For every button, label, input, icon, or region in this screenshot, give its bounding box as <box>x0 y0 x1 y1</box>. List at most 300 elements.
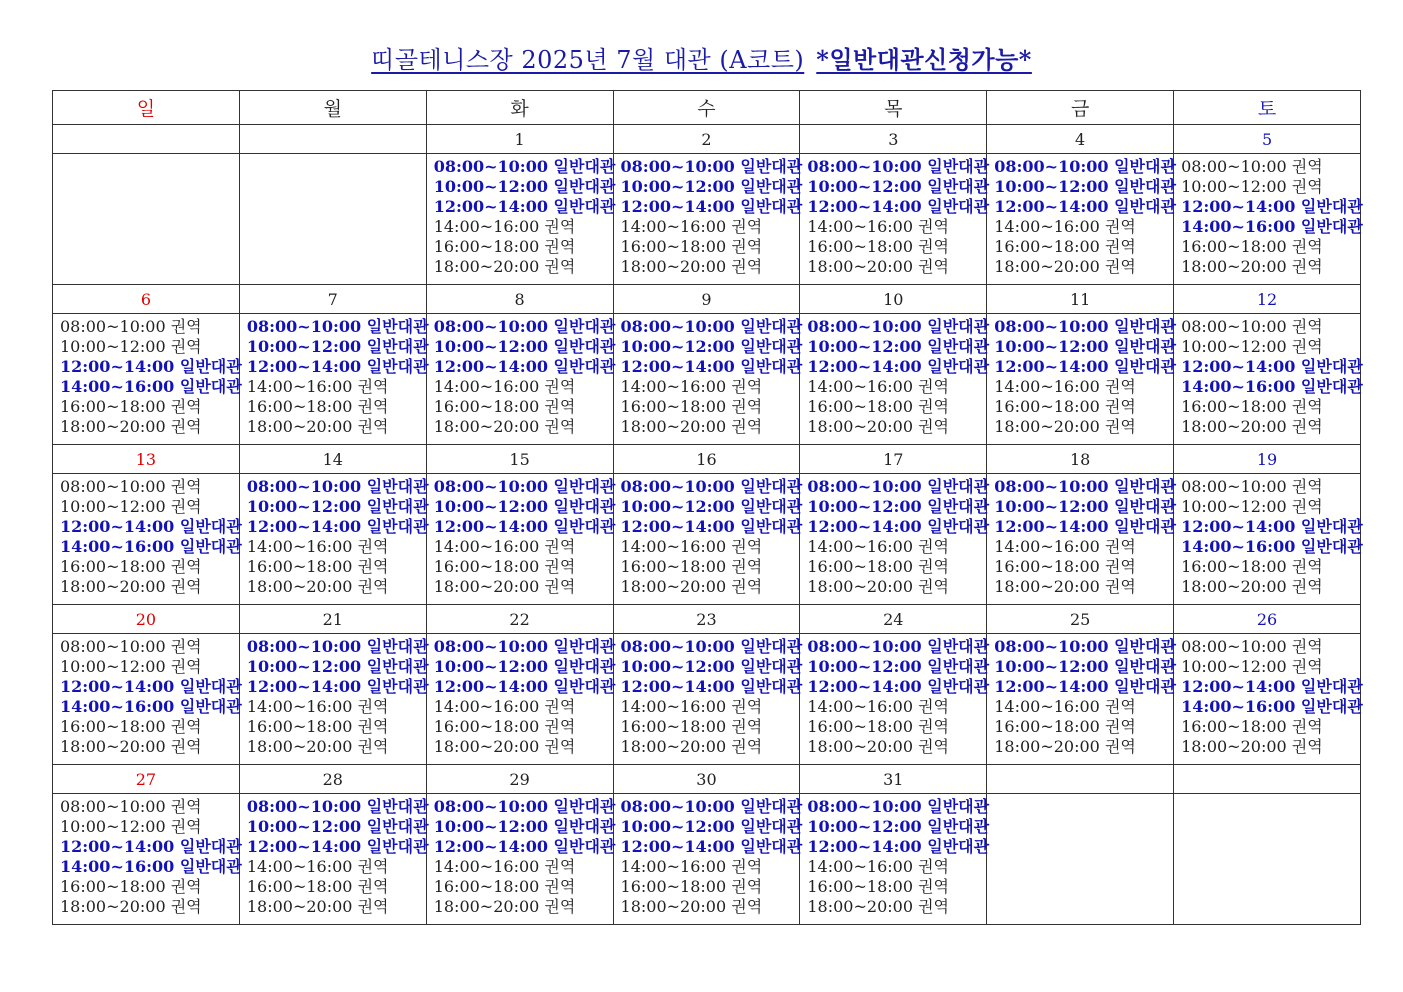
date-row <box>53 445 1361 474</box>
slot-time: 16:00~18:00 <box>620 237 727 256</box>
slot-time: 16:00~18:00 <box>433 557 540 576</box>
slot-status: 권역 <box>731 417 763 436</box>
slot-status: 일반대관 <box>740 157 803 176</box>
open-slot <box>1181 377 1363 397</box>
slot-status: 권역 <box>170 737 202 756</box>
closed-slot <box>807 377 986 397</box>
slot-status: 권역 <box>1291 477 1323 496</box>
slot-time: 16:00~18:00 <box>246 717 353 736</box>
open-slot <box>246 657 429 677</box>
slot-status: 일반대관 <box>553 637 616 656</box>
slot-status: 권역 <box>170 337 202 356</box>
slot-time: 10:00~12:00 <box>60 497 166 516</box>
closed-slot <box>60 397 239 417</box>
closed-slot <box>60 877 239 897</box>
weekday-friday: 금 <box>987 91 1174 125</box>
slot-status: 권역 <box>544 717 576 736</box>
slot-status: 권역 <box>170 577 202 596</box>
slot-time: 10:00~12:00 <box>433 337 548 356</box>
slot-status: 권역 <box>1104 557 1136 576</box>
slot-status: 일반대관 <box>927 357 990 376</box>
slot-status: 권역 <box>170 497 202 516</box>
closed-slot <box>60 637 239 657</box>
slot-cell <box>53 794 240 925</box>
slot-time: 10:00~12:00 <box>60 817 166 836</box>
open-slot <box>246 477 429 497</box>
slot-status: 권역 <box>544 697 576 716</box>
closed-slot <box>621 577 800 597</box>
slot-time: 18:00~20:00 <box>994 257 1100 276</box>
open-slot <box>246 817 429 837</box>
date-row <box>53 125 1361 154</box>
slot-time: 18:00~20:00 <box>60 417 166 436</box>
slot-time: 18:00~20:00 <box>433 897 540 916</box>
slot-cell <box>800 634 990 765</box>
open-slot <box>994 317 1176 337</box>
slot-status: 일반대관 <box>740 797 803 816</box>
slot-time: 14:00~16:00 <box>807 857 913 876</box>
slot-status: 권역 <box>918 217 950 236</box>
slot-status: 권역 <box>170 657 202 676</box>
closed-slot <box>1181 337 1360 357</box>
closed-slot <box>621 697 800 717</box>
slot-time: 16:00~18:00 <box>433 237 540 256</box>
slot-status: 권역 <box>731 897 763 916</box>
slot-time: 08:00~10:00 <box>433 157 548 176</box>
slot-time: 14:00~16:00 <box>620 377 727 396</box>
slot-time: 14:00~16:00 <box>807 537 913 556</box>
slot-time: 12:00~14:00 <box>1181 677 1296 696</box>
slot-time: 10:00~12:00 <box>246 337 362 356</box>
closed-slot <box>1181 637 1360 657</box>
open-slot <box>620 657 803 677</box>
closed-slot <box>807 257 986 277</box>
slot-status: 일반대관 <box>1114 517 1176 536</box>
slot-time: 16:00~18:00 <box>994 397 1100 416</box>
slot-time: 10:00~12:00 <box>433 817 548 836</box>
slot-time: 12:00~14:00 <box>994 357 1109 376</box>
slot-time: 18:00~20:00 <box>246 737 353 756</box>
slot-time: 16:00~18:00 <box>246 877 353 896</box>
closed-slot <box>621 417 800 437</box>
slot-status: 권역 <box>544 877 576 896</box>
slot-status: 권역 <box>170 877 202 896</box>
slot-status: 일반대관 <box>179 517 242 536</box>
closed-slot <box>994 377 1173 397</box>
slot-status: 권역 <box>1291 177 1323 196</box>
slot-time: 12:00~14:00 <box>620 517 735 536</box>
slot-cell <box>987 154 1174 285</box>
closed-slot <box>247 377 426 397</box>
slot-status: 일반대관 <box>1114 157 1176 176</box>
weekday-tuesday: 화 <box>426 91 613 125</box>
slot-time: 10:00~12:00 <box>433 497 548 516</box>
closed-slot <box>60 477 239 497</box>
slot-status: 일반대관 <box>1300 697 1363 716</box>
open-slot <box>246 497 429 517</box>
slot-time: 08:00~10:00 <box>433 477 548 496</box>
slot-status: 일반대관 <box>366 637 429 656</box>
slot-time: 18:00~20:00 <box>620 577 727 596</box>
slot-time: 18:00~20:00 <box>994 737 1100 756</box>
slot-time: 08:00~10:00 <box>1181 317 1287 336</box>
slot-status: 일반대관 <box>366 517 429 536</box>
slot-time: 08:00~10:00 <box>246 317 362 336</box>
closed-slot <box>807 897 986 917</box>
slot-cell <box>800 794 990 925</box>
open-slot <box>60 857 242 877</box>
slot-status: 일반대관 <box>740 517 803 536</box>
slot-status: 권역 <box>357 377 389 396</box>
slot-time: 18:00~20:00 <box>1181 257 1287 276</box>
slot-status: 일반대관 <box>740 477 803 496</box>
slot-status: 일반대관 <box>1300 217 1363 236</box>
closed-slot <box>807 877 986 897</box>
slot-status: 권역 <box>1104 717 1136 736</box>
slot-time: 12:00~14:00 <box>807 197 922 216</box>
closed-slot <box>434 237 613 257</box>
slot-time: 08:00~10:00 <box>994 637 1109 656</box>
slot-time: 10:00~12:00 <box>807 497 922 516</box>
slot-time: 08:00~10:00 <box>807 157 922 176</box>
slot-time: 14:00~16:00 <box>807 697 913 716</box>
slot-status: 일반대관 <box>553 337 616 356</box>
slot-status: 권역 <box>1104 237 1136 256</box>
slot-status: 권역 <box>544 857 576 876</box>
slot-time: 14:00~16:00 <box>433 857 540 876</box>
open-slot <box>807 177 990 197</box>
slot-status: 권역 <box>731 737 763 756</box>
closed-slot <box>247 537 426 557</box>
slot-status: 권역 <box>731 377 763 396</box>
date-cell <box>53 125 240 154</box>
slot-time: 14:00~16:00 <box>620 217 727 236</box>
closed-slot <box>434 537 613 557</box>
slot-time: 10:00~12:00 <box>807 177 922 196</box>
slot-status: 일반대관 <box>366 817 429 836</box>
slot-status: 권역 <box>918 397 950 416</box>
slot-time: 10:00~12:00 <box>807 657 922 676</box>
slot-status: 권역 <box>544 537 576 556</box>
slot-cell <box>987 794 1174 925</box>
slot-status: 권역 <box>1291 717 1323 736</box>
slot-status: 일반대관 <box>1114 657 1176 676</box>
open-slot <box>807 317 990 337</box>
open-slot <box>807 357 990 377</box>
open-slot <box>1181 217 1363 237</box>
slot-time: 16:00~18:00 <box>620 877 727 896</box>
slot-row <box>53 474 1361 605</box>
slot-cell <box>239 794 429 925</box>
slot-status: 권역 <box>1291 317 1323 336</box>
open-slot <box>807 337 990 357</box>
open-slot <box>807 817 990 837</box>
slot-status: 일반대관 <box>553 317 616 336</box>
closed-slot <box>807 537 986 557</box>
closed-slot <box>1181 417 1360 437</box>
slot-time: 14:00~16:00 <box>60 537 175 556</box>
slot-cell <box>987 314 1174 445</box>
closed-slot <box>621 557 800 577</box>
closed-slot <box>60 557 239 577</box>
slot-cell <box>426 634 616 765</box>
slot-status: 권역 <box>918 237 950 256</box>
open-slot <box>60 357 242 377</box>
date-cell: 1 <box>426 125 613 154</box>
closed-slot <box>60 417 239 437</box>
closed-slot <box>247 557 426 577</box>
closed-slot <box>247 417 426 437</box>
slot-time: 18:00~20:00 <box>620 257 727 276</box>
open-slot <box>433 357 616 377</box>
open-slot <box>994 517 1176 537</box>
date-cell: 5 <box>1174 125 1361 154</box>
slot-time: 12:00~14:00 <box>620 677 735 696</box>
slot-status: 권역 <box>918 857 950 876</box>
closed-slot <box>60 897 239 917</box>
slot-time: 16:00~18:00 <box>807 237 913 256</box>
closed-slot <box>1181 177 1360 197</box>
slot-time: 16:00~18:00 <box>60 557 166 576</box>
slot-row <box>53 314 1361 445</box>
slot-time: 10:00~12:00 <box>246 817 362 836</box>
weekday-header-row <box>53 91 1361 125</box>
slot-status: 권역 <box>918 577 950 596</box>
closed-slot <box>807 417 986 437</box>
slot-cell <box>53 154 240 285</box>
slot-status: 권역 <box>170 317 202 336</box>
slot-time: 16:00~18:00 <box>994 717 1100 736</box>
slot-time: 18:00~20:00 <box>807 257 913 276</box>
slot-time: 10:00~12:00 <box>620 497 735 516</box>
open-slot <box>433 317 616 337</box>
slot-time: 14:00~16:00 <box>620 537 727 556</box>
date-cell: 18 <box>987 445 1174 474</box>
open-slot <box>433 657 616 677</box>
slot-time: 12:00~14:00 <box>620 197 735 216</box>
closed-slot <box>621 857 800 877</box>
slot-time: 12:00~14:00 <box>807 677 922 696</box>
slot-time: 16:00~18:00 <box>433 717 540 736</box>
weekday-saturday: 토 <box>1174 91 1361 125</box>
date-cell: 11 <box>987 285 1174 314</box>
open-slot <box>246 357 429 377</box>
open-slot <box>620 177 803 197</box>
slot-time: 14:00~16:00 <box>433 217 540 236</box>
slot-status: 일반대관 <box>553 677 616 696</box>
slot-status: 일반대관 <box>553 517 616 536</box>
slot-time: 14:00~16:00 <box>60 857 175 876</box>
weekday-wednesday: 수 <box>613 91 800 125</box>
open-slot <box>1181 697 1363 717</box>
slot-time: 08:00~10:00 <box>433 637 548 656</box>
slot-status: 일반대관 <box>1300 197 1363 216</box>
open-slot <box>620 817 803 837</box>
slot-status: 권역 <box>544 377 576 396</box>
date-cell: 23 <box>613 605 800 634</box>
slot-time: 08:00~10:00 <box>60 317 166 336</box>
slot-status: 일반대관 <box>179 357 242 376</box>
slot-status: 권역 <box>544 577 576 596</box>
slot-time: 16:00~18:00 <box>807 557 913 576</box>
slot-time: 08:00~10:00 <box>60 477 166 496</box>
slot-time: 12:00~14:00 <box>620 837 735 856</box>
closed-slot <box>60 657 239 677</box>
slot-status: 권역 <box>731 257 763 276</box>
open-slot <box>994 357 1176 377</box>
date-cell: 16 <box>613 445 800 474</box>
slot-time: 10:00~12:00 <box>807 817 922 836</box>
slot-status: 일반대관 <box>553 357 616 376</box>
closed-slot <box>807 397 986 417</box>
slot-time: 18:00~20:00 <box>246 577 353 596</box>
open-slot <box>994 177 1176 197</box>
open-slot <box>620 357 803 377</box>
slot-status: 권역 <box>170 397 202 416</box>
slot-cell <box>239 474 429 605</box>
slot-status: 권역 <box>731 217 763 236</box>
slot-time: 10:00~12:00 <box>994 497 1109 516</box>
closed-slot <box>247 877 426 897</box>
date-cell: 26 <box>1174 605 1361 634</box>
closed-slot <box>994 737 1173 757</box>
slot-time: 14:00~16:00 <box>1181 217 1296 236</box>
closed-slot <box>60 577 239 597</box>
slot-time: 16:00~18:00 <box>807 397 913 416</box>
slot-time: 10:00~12:00 <box>60 337 166 356</box>
closed-slot <box>621 717 800 737</box>
slot-status: 일반대관 <box>553 157 616 176</box>
slot-cell <box>1174 154 1361 285</box>
open-slot <box>807 637 990 657</box>
slot-cell <box>53 314 240 445</box>
slot-time: 14:00~16:00 <box>994 377 1100 396</box>
open-slot <box>246 317 429 337</box>
closed-slot <box>621 537 800 557</box>
slot-status: 권역 <box>731 237 763 256</box>
date-cell: 22 <box>426 605 613 634</box>
slot-cell <box>800 474 990 605</box>
slot-status: 권역 <box>170 477 202 496</box>
slot-status: 권역 <box>544 217 576 236</box>
slot-time: 14:00~16:00 <box>994 537 1100 556</box>
slot-time: 14:00~16:00 <box>433 377 540 396</box>
slot-time: 14:00~16:00 <box>620 697 727 716</box>
slot-status: 권역 <box>1291 657 1323 676</box>
slot-status: 일반대관 <box>1300 537 1363 556</box>
open-slot <box>1181 677 1363 697</box>
slot-time: 12:00~14:00 <box>60 357 175 376</box>
slot-status: 권역 <box>544 237 576 256</box>
closed-slot <box>994 257 1173 277</box>
slot-cell <box>1174 314 1361 445</box>
closed-slot <box>434 217 613 237</box>
date-cell: 15 <box>426 445 613 474</box>
open-slot <box>807 197 990 217</box>
slot-status: 권역 <box>918 717 950 736</box>
slot-status: 일반대관 <box>553 477 616 496</box>
date-cell: 2 <box>613 125 800 154</box>
slot-status: 일반대관 <box>927 197 990 216</box>
slot-status: 일반대관 <box>740 337 803 356</box>
date-cell: 31 <box>800 765 987 794</box>
slot-time: 18:00~20:00 <box>994 577 1100 596</box>
closed-slot <box>434 577 613 597</box>
closed-slot <box>621 257 800 277</box>
slot-status: 일반대관 <box>1114 357 1176 376</box>
date-row <box>53 285 1361 314</box>
slot-status: 일반대관 <box>740 837 803 856</box>
page-title <box>0 40 1403 75</box>
closed-slot <box>621 217 800 237</box>
closed-slot <box>434 257 613 277</box>
closed-slot <box>807 857 986 877</box>
closed-slot <box>434 417 613 437</box>
slot-time: 12:00~14:00 <box>807 837 922 856</box>
open-slot <box>60 697 242 717</box>
slot-status: 권역 <box>357 557 389 576</box>
slot-status: 일반대관 <box>553 497 616 516</box>
open-slot <box>620 517 803 537</box>
slot-time: 16:00~18:00 <box>1181 557 1287 576</box>
closed-slot <box>994 397 1173 417</box>
slot-cell <box>426 154 616 285</box>
slot-status: 권역 <box>1291 417 1323 436</box>
date-cell: 4 <box>987 125 1174 154</box>
slot-status: 권역 <box>731 577 763 596</box>
slot-time: 12:00~14:00 <box>1181 197 1296 216</box>
slot-time: 12:00~14:00 <box>433 197 548 216</box>
slot-time: 08:00~10:00 <box>246 637 362 656</box>
slot-time: 12:00~14:00 <box>60 837 175 856</box>
slot-status: 권역 <box>1291 737 1323 756</box>
slot-status: 일반대관 <box>927 477 990 496</box>
slot-cell <box>53 474 240 605</box>
slot-time: 14:00~16:00 <box>60 697 175 716</box>
slot-status: 일반대관 <box>740 317 803 336</box>
slot-time: 08:00~10:00 <box>246 797 362 816</box>
open-slot <box>620 337 803 357</box>
slot-status: 일반대관 <box>927 637 990 656</box>
slot-time: 12:00~14:00 <box>246 357 362 376</box>
slot-time: 08:00~10:00 <box>807 797 922 816</box>
slot-time: 08:00~10:00 <box>807 637 922 656</box>
open-slot <box>620 637 803 657</box>
slot-time: 16:00~18:00 <box>807 877 913 896</box>
slot-cell <box>613 634 803 765</box>
open-slot <box>620 677 803 697</box>
slot-time: 12:00~14:00 <box>433 837 548 856</box>
slot-status: 일반대관 <box>553 197 616 216</box>
open-slot <box>433 517 616 537</box>
slot-status: 권역 <box>170 417 202 436</box>
slot-time: 16:00~18:00 <box>1181 717 1287 736</box>
open-slot <box>246 797 429 817</box>
slot-cell <box>613 474 803 605</box>
closed-slot <box>621 877 800 897</box>
slot-status: 일반대관 <box>927 317 990 336</box>
slot-time: 10:00~12:00 <box>1181 657 1287 676</box>
slot-status: 권역 <box>357 697 389 716</box>
slot-time: 16:00~18:00 <box>60 397 166 416</box>
open-slot <box>433 817 616 837</box>
slot-cell <box>426 474 616 605</box>
slot-time: 10:00~12:00 <box>620 817 735 836</box>
slot-time: 08:00~10:00 <box>620 157 735 176</box>
slot-status: 일반대관 <box>740 817 803 836</box>
closed-slot <box>807 717 986 737</box>
open-slot <box>60 517 242 537</box>
